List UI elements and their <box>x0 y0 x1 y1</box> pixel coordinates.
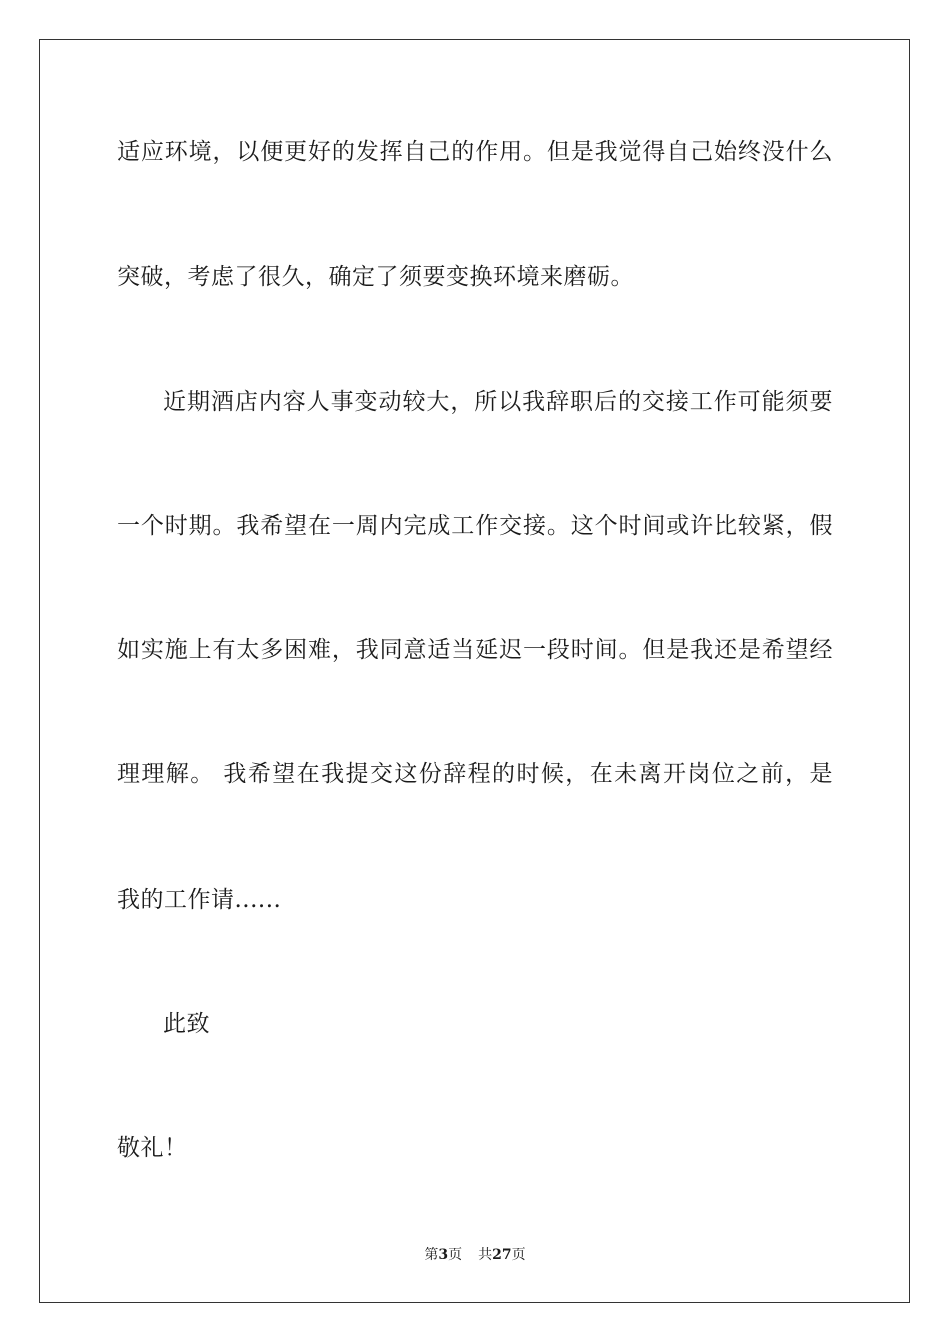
page-number: 3 <box>438 1247 449 1263</box>
body-line-1: 适应环境，以便更好的发挥自己的作用。但是我觉得自己始终没什么 <box>117 139 833 165</box>
body-line-2: 突破，考虑了很久，确定了须要变换环境来磨砺。 <box>117 264 634 290</box>
total-suffix: 页 <box>511 1247 526 1263</box>
body-line-7: 我的工作请...... <box>117 887 282 913</box>
page-prefix: 第 <box>424 1247 439 1263</box>
body-line-3: 近期酒店内容人事变动较大，所以我辞职后的交接工作可能须要 <box>163 389 833 415</box>
closing-salutation: 此致 <box>163 1011 210 1037</box>
total-prefix: 共 <box>478 1247 493 1263</box>
total-pages: 27 <box>492 1247 512 1263</box>
body-line-5: 如实施上有太多困难，我同意适当延迟一段时间。但是我还是希望经 <box>117 637 833 663</box>
page-footer <box>0 1246 950 1264</box>
body-line-4: 一个时期。我希望在一周内完成工作交接。这个时间或许比较紧，假 <box>117 513 833 539</box>
page-suffix: 页 <box>448 1247 463 1263</box>
body-line-6: 理理解。 我希望在我提交这份辞程的时候，在未离开岗位之前，是 <box>117 761 833 787</box>
page-border <box>39 39 910 1303</box>
closing-regards: 敬礼！ <box>117 1135 188 1161</box>
